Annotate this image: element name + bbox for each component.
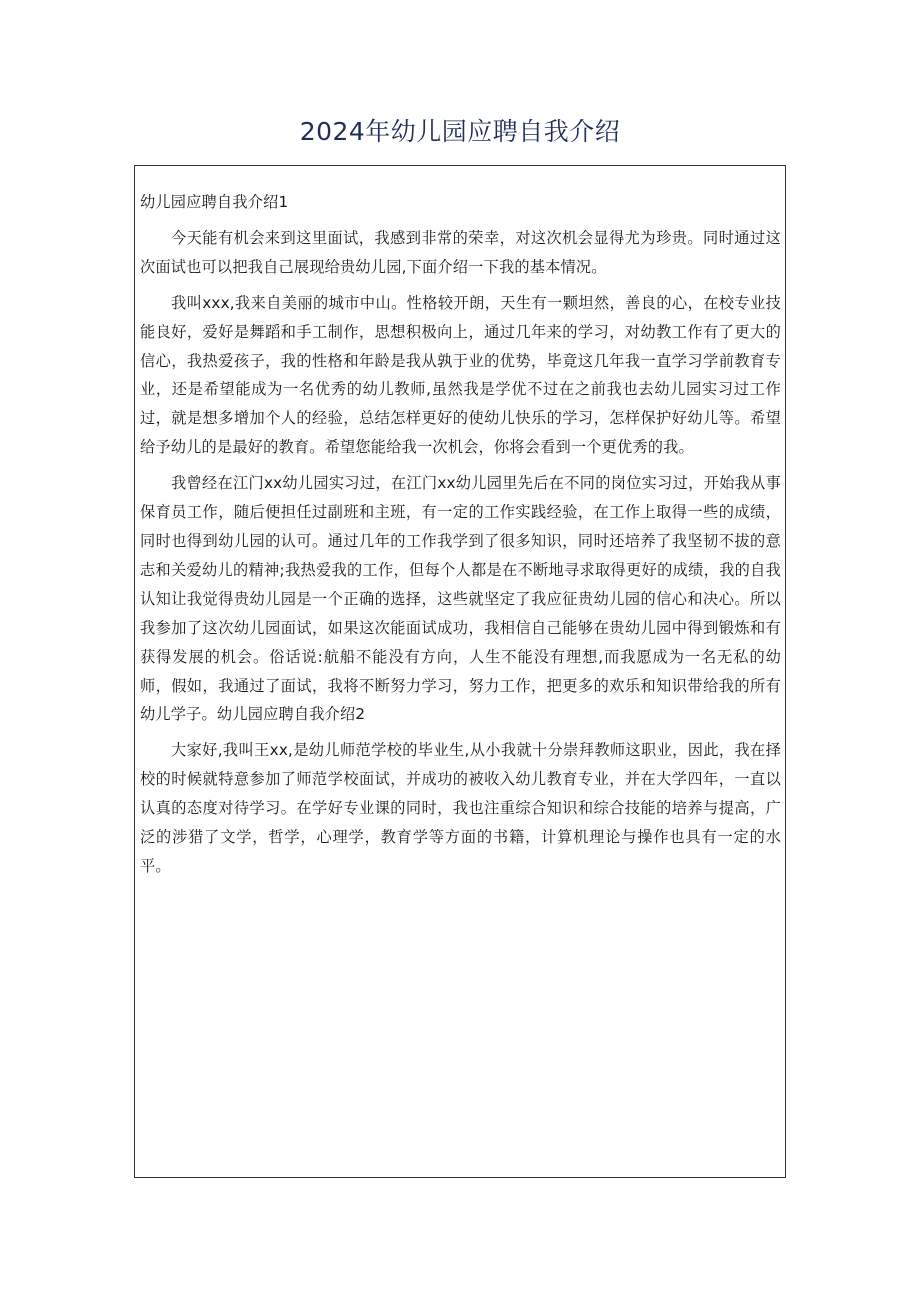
paragraph: 我曾经在江门xx幼儿园实习过，在江门xx幼儿园里先后在不同的岗位实习过，开始我从事保育员工作，随后便担任过副班和主班，有一定的工作实践经验，在工作上取得一些的成绩，同时也得到幼儿园的认可。通过几年的工作我学到了很多知识，同时还培养了我坚韧不拔的意志和关爱幼儿的精神;我热爱我的工作，但每个人都是在不断地寻求取得更好的成绩，我的自我认知让我觉得贵幼儿园是一个正确的选择，这些就坚定了我应征贵幼儿园的信心和决心。所以我参加了这次幼儿园面试，如果这次能面试成功，我相信自己能够在贵幼儿园中得到锻炼和有获得发展的机会。俗话说:航船不能没有方向，人生不能没有理想,而我愿成为一名无私的幼师，假如，我通过了面试，我将不断努力学习，努力工作，把更多的欢乐和知识带给我的所有幼儿学子。幼儿园应聘自我介绍2 (140, 474, 781, 724)
paragraph: 大家好,我叫王xx,是幼儿师范学校的毕业生,从小我就十分崇拜教师这职业，因此，我在择校的时候就特意参加了师范学校面试，并成功的被收入幼儿教育专业，并在大学四年，一直以认真的态度对待学习。在学好专业课的同时，我也注重综合知识和综合技能的培养与提高，广泛的涉猎了文学，哲学，心理学，教育学等方面的书籍，计算机理论与操作也具有一定的水平。 (140, 741, 781, 875)
content-box (134, 165, 786, 1178)
document-title: 2024年幼儿园应聘自我介绍 (299, 117, 621, 146)
section-heading: 幼儿园应聘自我介绍1 (140, 193, 289, 211)
paragraph: 我叫xxx,我来自美丽的城市中山。性格较开朗，天生有一颗坦然，善良的心，在校专业技能良好，爱好是舞蹈和手工制作，思想积极向上，通过几年来的学习，对幼教工作有了更大的信心，我热爱孩子，我的性格和年龄是我从孰于业的优势，毕竟这几年我一直学习学前教育专业，还是希望能成为一名优秀的幼儿教师,虽然我是学优不过在之前我也去幼儿园实习过工作过，就是想多增加个人的经验，总结怎样更好的使幼儿快乐的学习，怎样保护好幼儿等。希望给予幼儿的是最好的教育。希望您能给我一次机会，你将会看到一个更优秀的我。 (140, 293, 781, 457)
paragraph: 今天能有机会来到这里面试，我感到非常的荣幸，对这次机会显得尤为珍贵。同时通过这次面试也可以把我自己展现给贵幼儿园,下面介绍一下我的基本情况。 (140, 228, 781, 276)
